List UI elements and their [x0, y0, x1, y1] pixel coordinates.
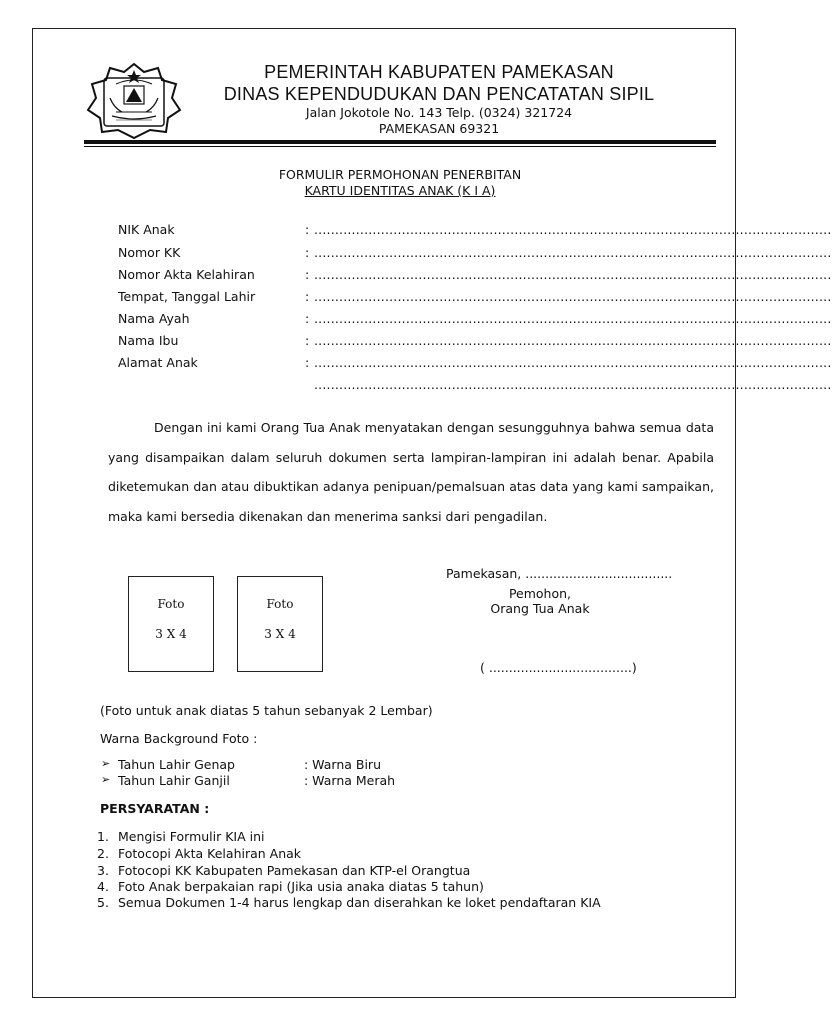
form-title-underlined: KARTU IDENTITAS ANAK (K I A) — [304, 183, 496, 198]
requirement-item: Semua Dokumen 1-4 harus lengkap dan diserahkan ke loket pendaftaran KIA — [118, 895, 601, 910]
field-label-alamat: Alamat Anak — [118, 355, 198, 370]
field-input-nama-ibu[interactable]: ............................................................................................................................ — [314, 333, 832, 348]
header-city: PAMEKASAN 69321 — [378, 121, 500, 136]
requirement-number: 1. — [97, 829, 109, 844]
field-label-nik: NIK Anak — [118, 222, 175, 237]
field-colon: : — [305, 333, 310, 348]
field-input-alamat-line2[interactable]: ............................................................................................................................ — [314, 377, 832, 392]
statement-paragraph: Dengan ini kami Orang Tua Anak menyatakan dengan sesungguhnya bahwa semua data yang disampaikan dalam seluruh dokumen serta lampiran-lampiran ini adalah benar. Apabila diketemukan dan atau dibuktikan adanya penipuan/pemalsuan atas data yang kami sampaikan, maka kami bersedia dikenakan dan menerima sanksi dari pengadilan. — [108, 420, 714, 524]
field-colon: : — [305, 311, 310, 326]
field-input-akta[interactable]: ............................................................................................................................ — [314, 267, 832, 282]
arrow-bullet-icon: ➢ — [101, 757, 111, 770]
field-label-nama-ayah: Nama Ayah — [118, 311, 190, 326]
form-title-line1: FORMULIR PERMOHONAN PENERBITAN — [278, 167, 522, 182]
field-input-nama-ayah[interactable]: ............................................................................................................................ — [314, 311, 832, 326]
field-colon: : — [305, 289, 310, 304]
header-address: Jalan Jokotole No. 143 Telp. (0324) 321724 — [305, 105, 573, 120]
field-input-nik[interactable]: ............................................................................................................................ — [314, 222, 832, 237]
form-title-line2 — [84, 183, 716, 198]
arrow-bullet-icon: ➢ — [101, 773, 111, 786]
bg-rule-value-genap: : Warna Biru — [304, 757, 381, 772]
field-colon: : — [305, 267, 310, 282]
requirement-item: Foto Anak berpakaian rapi (Jika usia anaka diatas 5 tahun) — [118, 879, 484, 894]
field-colon: : — [305, 355, 310, 370]
photo-label: Foto — [266, 597, 294, 611]
field-label-nomor-kk: Nomor KK — [118, 245, 181, 260]
photo-note: (Foto untuk anak diatas 5 tahun sebanyak 2 Lembar) — [100, 703, 433, 718]
photo-size: 3 X 4 — [264, 627, 296, 641]
requirement-item: Mengisi Formulir KIA ini — [118, 829, 265, 844]
field-label-akta: Nomor Akta Kelahiran — [118, 267, 255, 282]
signature-role-applicant: Pemohon, — [508, 586, 572, 601]
requirement-number: 2. — [97, 846, 109, 861]
requirements-title: PERSYARATAN : — [100, 801, 210, 816]
field-input-nomor-kk[interactable]: ............................................................................................................................ — [314, 245, 832, 260]
photo-box-2 — [237, 576, 323, 672]
bg-rule-value-ganjil: : Warna Merah — [304, 773, 396, 788]
requirement-item: Fotocopi KK Kabupaten Pamekasan dan KTP-el Orangtua — [118, 863, 471, 878]
field-label-ttl: Tempat, Tanggal Lahir — [118, 289, 256, 304]
photo-label: Foto — [157, 597, 185, 611]
regency-emblem-logo — [86, 62, 182, 140]
field-colon: : — [305, 245, 310, 260]
requirement-item: Fotocopi Akta Kelahiran Anak — [118, 846, 302, 861]
field-input-ttl[interactable]: ............................................................................................................................ — [314, 289, 832, 304]
bg-rule-label-ganjil: Tahun Lahir Ganjil — [118, 773, 230, 788]
header-government-name: PEMERINTAH KABUPATEN PAMEKASAN — [264, 62, 614, 82]
signature-role-parent: Orang Tua Anak — [490, 601, 590, 616]
background-title: Warna Background Foto : — [100, 731, 258, 746]
requirement-number: 5. — [97, 895, 109, 910]
photo-box-1 — [128, 576, 214, 672]
field-label-nama-ibu: Nama Ibu — [118, 333, 179, 348]
requirement-number: 3. — [97, 863, 109, 878]
header-divider-thick — [84, 140, 716, 144]
signature-name-field[interactable]: ( ....................................) — [480, 660, 637, 675]
field-colon: : — [305, 222, 310, 237]
requirement-number: 4. — [97, 879, 109, 894]
signature-place-date[interactable]: Pamekasan, ..................................... — [446, 566, 673, 581]
bg-rule-label-genap: Tahun Lahir Genap — [118, 757, 235, 772]
field-input-alamat[interactable]: ............................................................................................................................ — [314, 355, 832, 370]
header-divider-thin — [84, 146, 716, 147]
photo-size: 3 X 4 — [155, 627, 187, 641]
header-agency-name: DINAS KEPENDUDUKAN DAN PENCATATAN SIPIL — [223, 84, 655, 104]
